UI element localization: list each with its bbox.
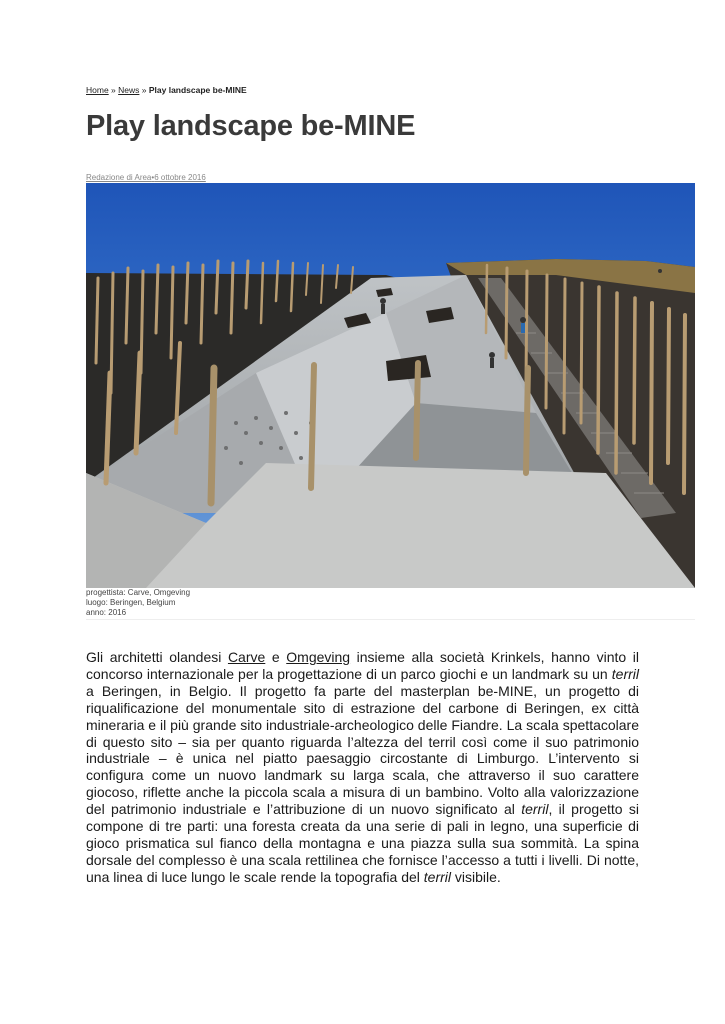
byline-date[interactable]: 6 ottobre 2016 (154, 173, 206, 182)
breadcrumb-separator: » (139, 85, 149, 95)
breadcrumb-news-link[interactable]: News (118, 85, 140, 95)
page-title: Play landscape be-MINE (86, 110, 416, 142)
photo-caption (86, 588, 190, 618)
body-text: , il progetto si compone di tre parti: una foresta creata da una serie di pali in legno, una superficie di gioco prismatica sul fianco della montagna e una piazza sulla sua sommità. La spina dorsale del complesso è una scala rettilinea che fornisce l’accesso a tutti i livelli. Di notte, una linea di luce lungo le scale rende la topografia del (86, 801, 639, 885)
breadcrumb-current: Play landscape be-MINE (148, 85, 247, 95)
caption-designer: progettista: Carve, Omgeving (86, 588, 191, 597)
breadcrumb-home-link[interactable]: Home (86, 85, 109, 95)
carve-link[interactable]: Carve (227, 649, 266, 665)
body-text: a Beringen, in Belgio. Il progetto fa parte del masterplan be-MINE, un progetto di riqualificazione del monumentale sito di estrazione del carbone di Beringen, ex città mineraria e il più grande sito industriale-archeologico delle Fiandre. La scala spettacolare di questo sito – sia per quanto riguarda l’altezza del terril così come il suo patrimonio industriale – è unica nel piatto paesaggio circostante di Limburgo. L’intervento si configura come un nuovo landmark su larga scala, che attraverso il suo carattere giocoso, riflette anche la piccola scala a misura di un bambino. Volto alla valorizzazione del patrimonio industriale e l’attribuzione di un nuovo significato al (86, 682, 639, 818)
breadcrumb (86, 85, 247, 95)
caption-year: anno: 2016 (86, 608, 127, 617)
body-emphasis: terril (423, 868, 452, 885)
body-text: Gli architetti olandesi (86, 649, 228, 665)
body-text: e (265, 649, 287, 665)
caption-location: luogo: Beringen, Belgium (86, 598, 176, 607)
hero-photo (86, 183, 695, 588)
caption-divider (86, 619, 695, 620)
article-body (86, 649, 639, 886)
breadcrumb-separator: » (108, 85, 119, 95)
body-emphasis: terril (611, 665, 639, 682)
byline (86, 173, 206, 182)
body-text: visibile. (451, 868, 501, 885)
body-text: insieme alla società Krinkels, hanno vinto il concorso internazionale per la progettazione di un parco giochi e un landmark su un (86, 649, 639, 682)
byline-separator: • (151, 173, 155, 182)
body-emphasis: terril (521, 801, 549, 818)
byline-author[interactable]: Redazione di Area (86, 173, 152, 182)
omgeving-link[interactable]: Omgeving (286, 649, 351, 665)
